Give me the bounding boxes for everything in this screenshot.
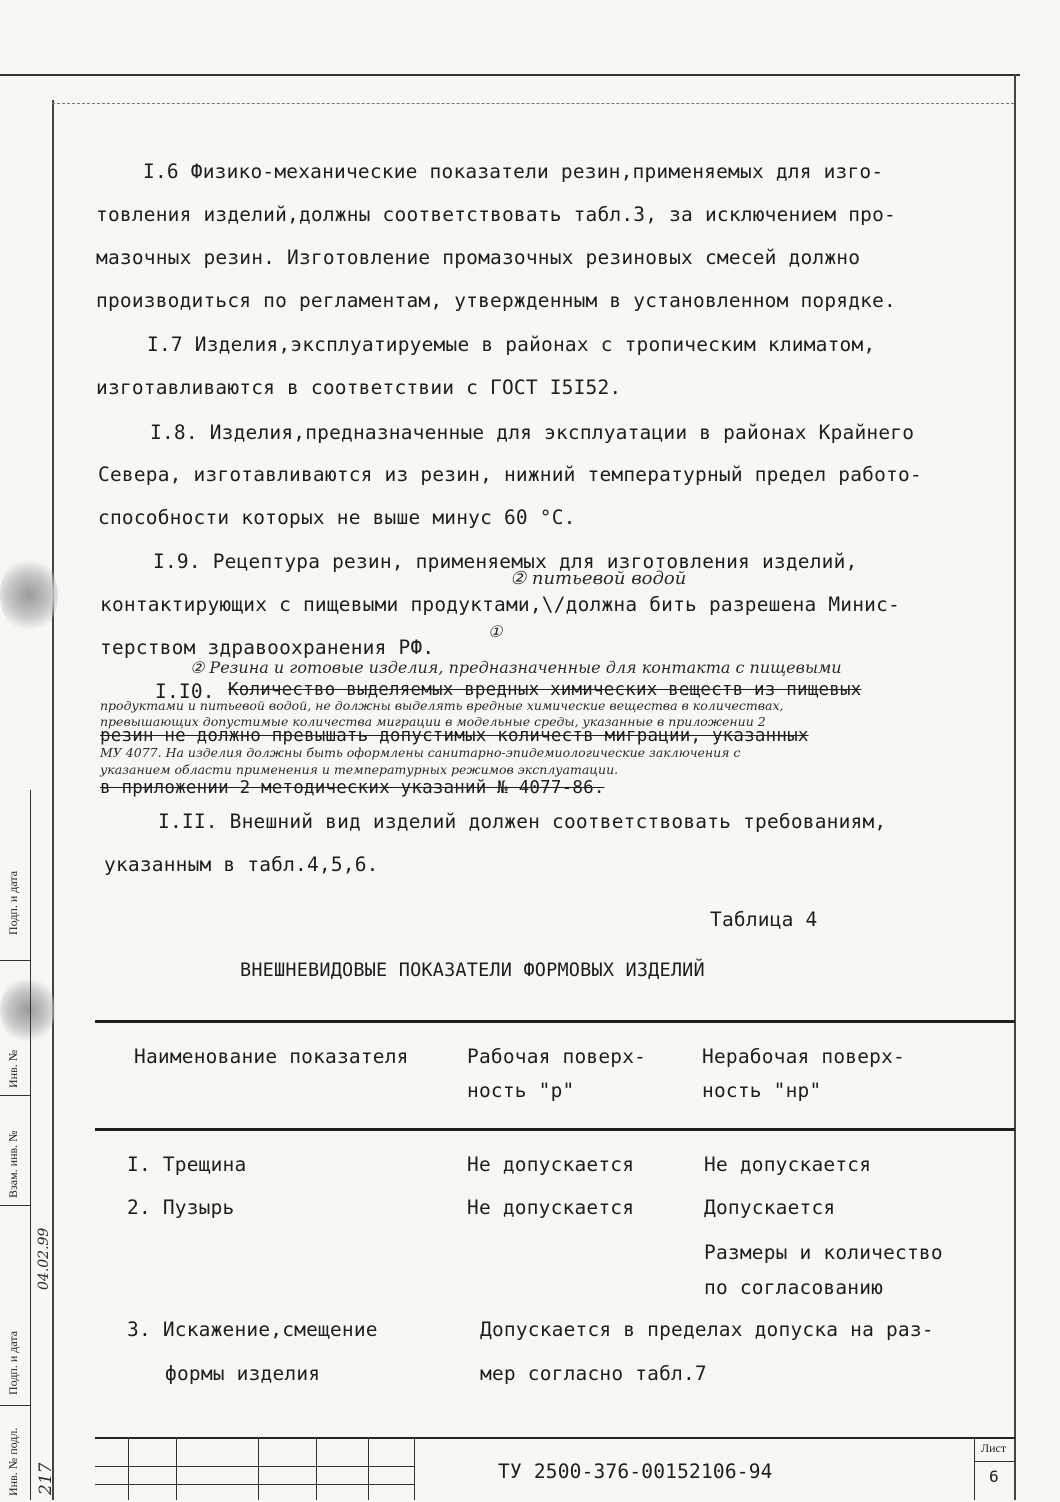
handwritten-insert: ② питьевой водой: [510, 568, 687, 589]
sheet-divider: [975, 1461, 1015, 1462]
table-header-nonwork: Нерабочая поверх-: [702, 1045, 905, 1068]
title-block-divider: [258, 1437, 259, 1500]
paragraph-1-7-line: изготавливаются в соответствии с ГОСТ I5I52.: [96, 376, 622, 399]
stamp-divider: [0, 960, 30, 961]
stamp-signature-date: 04.02.99: [36, 1227, 52, 1290]
table-cell-name: I. Трещина: [127, 1153, 247, 1176]
table-title: ВНЕШНЕВИДОВЫЕ ПОКАЗАТЕЛИ ФОРМОВЫХ ИЗДЕЛИЙ: [240, 960, 705, 981]
paragraph-1-7-line: I.7 Изделия,эксплуатируемые в районах с тропическим климатом,: [147, 333, 876, 356]
table-header-name: Наименование показателя: [134, 1045, 409, 1068]
table-header-rule: [95, 1128, 1015, 1131]
paragraph-1-6-line: производиться по регламентам, утвержденным в установленном порядке.: [96, 289, 896, 312]
paragraph-1-8-line: способности которых не выше минус 60 °С.: [98, 506, 576, 529]
paragraph-1-6-line: I.6 Физико-механические показатели резин,применяемых для изго-: [143, 160, 884, 183]
paragraph-1-6-line: товления изделий,должны соответствовать табл.3, за исключением про-: [96, 203, 896, 226]
stamp-label-inv-original: Инв. № подл.: [6, 1427, 20, 1496]
paragraph-1-11-line: I.II. Внешний вид изделий должен соответствовать требованиям,: [158, 810, 887, 833]
table-cell-work: Не допускается: [467, 1153, 635, 1176]
handwritten-replacement-line: продуктами и питьевой водой, не должны выделять вредные химические вещества в количествах,: [100, 698, 784, 713]
handwritten-replacement-line: МУ 4077. На изделия должны быть оформлены санитарно-эпидемиологические заключения с: [100, 745, 741, 760]
table-number: Таблица 4: [710, 908, 818, 931]
title-block-row-line: [95, 1466, 415, 1467]
frame-top-line: [0, 74, 1020, 76]
stamp-label-inv: Инв. №: [6, 1049, 20, 1088]
sheet-label: Лист: [981, 1441, 1007, 1455]
table-cell-merged: мер согласно табл.7: [480, 1362, 707, 1385]
document-code: ТУ 2500-376-00152106-94: [498, 1460, 773, 1483]
table-cell-name: формы изделия: [165, 1362, 321, 1385]
paragraph-1-11-line: указанным в табл.4,5,6.: [104, 853, 379, 876]
sheet-box: [974, 1437, 1015, 1500]
paragraph-1-10-number: I.I0.: [155, 680, 215, 703]
title-block-divider: [368, 1437, 369, 1500]
scan-smudge: [0, 555, 58, 635]
struck-text-line: резин не должно превышать допустимых количеств миграции, указанных: [100, 726, 809, 746]
stamp-label-replace-inv: Взам. инв. №: [6, 1130, 20, 1198]
table-cell-work: Не допускается: [467, 1196, 635, 1219]
table-cell-nonwork: по согласованию: [704, 1276, 884, 1299]
table-cell-nonwork: Не допускается: [704, 1153, 872, 1176]
handwritten-replacement-line: ② Резина и готовые изделия, предназначенные для контакта с пищевыми: [190, 658, 842, 677]
frame-right-line: [1014, 74, 1016, 1500]
paragraph-1-8-line: I.8. Изделия,предназначенные для эксплуатации в районах Крайнего: [150, 421, 915, 444]
handwritten-replacement-line: указанием области применения и температурных режимов эксплуатации.: [100, 762, 619, 777]
correction-mark: ①: [488, 622, 503, 641]
paragraph-1-6-line: мазочных резин. Изготовление промазочных резиновых смесей должно: [96, 246, 861, 269]
title-block-divider: [316, 1437, 317, 1500]
table-cell-name: 3. Искажение,смещение: [127, 1318, 378, 1341]
stamp-label-sign-date: Подп. и дата: [6, 870, 20, 935]
stamp-divider: [0, 1205, 30, 1206]
table-header-work: ность "р": [467, 1079, 575, 1102]
table-top-rule: [95, 1020, 1015, 1023]
table-cell-nonwork: Размеры и количество: [704, 1241, 943, 1264]
title-block-divider: [414, 1437, 415, 1500]
table-header-work: Рабочая поверх-: [467, 1045, 647, 1068]
frame-left-line: [52, 100, 54, 1500]
table-cell-merged: Допускается в пределах допуска на раз-: [480, 1318, 934, 1341]
table-header-nonwork: ность "нр": [702, 1079, 822, 1102]
stamp-inv-number: 217: [36, 1462, 56, 1495]
sheet-number: 6: [989, 1467, 999, 1486]
stamp-divider: [0, 1095, 30, 1096]
title-block-row-line: [95, 1484, 415, 1485]
struck-text-line: в приложении 2 методических указаний № 4077-86.: [100, 778, 605, 798]
paragraph-1-9-line: I.9. Рецептура резин, применяемых для изготовления изделий,: [153, 550, 858, 573]
table-cell-nonwork: Допускается: [704, 1196, 836, 1219]
paragraph-1-9-line: терством здравоохранения РФ.: [100, 636, 435, 659]
table-cell-name: 2. Пузырь: [127, 1196, 235, 1219]
title-block-divider: [176, 1437, 177, 1500]
stamp-divider: [0, 1405, 30, 1406]
title-block-divider: [128, 1437, 129, 1500]
stamp-label-sign-date: Подп. и дата: [6, 1330, 20, 1395]
handwritten-replacement-line: превышающих допустимые количества миграции в модельные среды, указанные в приложении 2: [100, 714, 766, 729]
frame-inner-top-line: [52, 103, 1014, 104]
paragraph-1-9-line: контактирующих с пищевыми продуктами,\/должна бить разрешена Минис-: [100, 593, 900, 616]
struck-text-line: Количество выделяемых вредных химических веществ из пищевых: [228, 680, 862, 700]
paragraph-1-8-line: Севера, изготавливаются из резин, нижний температурный предел работо-: [98, 463, 922, 486]
